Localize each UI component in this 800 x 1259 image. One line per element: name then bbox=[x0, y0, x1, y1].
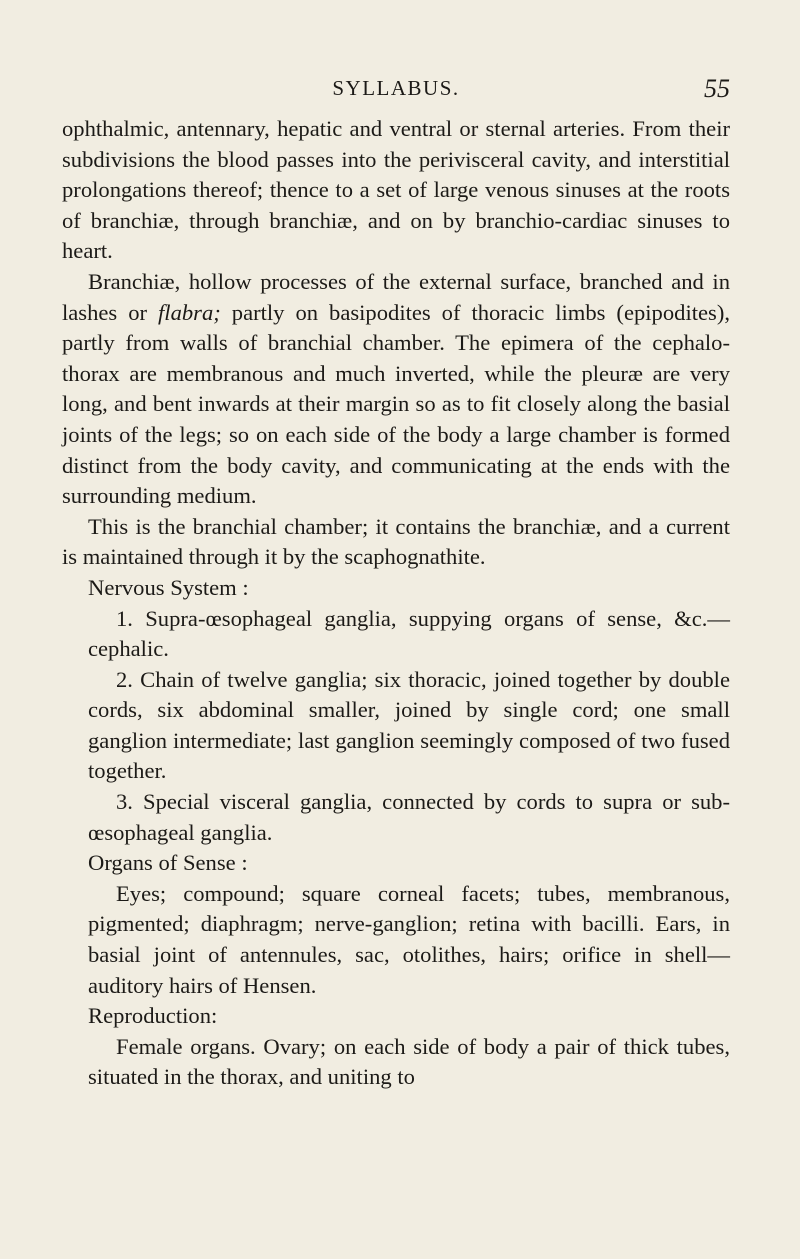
heading-organs-of-sense: Organs of Sense : bbox=[88, 850, 248, 876]
paragraph-eyes-ears: Eyes; compound; square corneal facets; tubes, membranous, pigmented; diaphragm; nerve-ganglion; retina with bacilli. Ears, in basial joint of antennules, sac, otolithes, hairs; orifice in shell—auditory hairs of Hensen. bbox=[88, 880, 730, 998]
page-header bbox=[62, 74, 730, 106]
branchiae-text-end: partly on basipodites of thoracic limbs (epipodites), partly from walls of branchial chamber. The epimera of the cephalo-thorax are membranous and much inverted, while the pleuræ are very long, and bent inwards at their margin so as to fit closely along the basial joints of the legs; so on each side of the body a large chamber is formed distinct from the body cavity, and communicating at the ends with the surrounding medium. bbox=[62, 299, 730, 509]
paragraph-female-organs: Female organs. Ovary; on each side of body a pair of thick tubes, situated in the thorax, and uniting to bbox=[88, 1033, 730, 1090]
heading-reproduction: Reproduction: bbox=[88, 1003, 218, 1029]
list-item-chain-of-ganglia: 2. Chain of twelve ganglia; six thoracic, joined together by double cords, six abdominal smaller, joined by single cord; one small ganglion intermediate; last ganglion seemingly composed of two fused together. bbox=[88, 666, 730, 784]
paragraph-branchiae bbox=[62, 267, 730, 512]
paragraph-branchial-chamber: This is the branchial chamber; it contains the branchiæ, and a current is maintained through it by the scaphognathite. bbox=[62, 513, 730, 570]
page-number: 55 bbox=[704, 74, 730, 103]
list-item-visceral-ganglia: 3. Special visceral ganglia, connected by cords to supra or sub-œsophageal ganglia. bbox=[88, 789, 730, 845]
list-item-supra-oesophageal: 1. Supra-œsophageal ganglia, suppying organs of sense, &c.—cephalic. bbox=[88, 605, 730, 662]
paragraph-arteries: ophthalmic, antennary, hepatic and ventral or sternal arteries. From their subdivisions the blood passes into the perivisceral cavity, and interstitial prolongations thereof; thence to a set of large venous sinuses at the roots of branchiæ, through branchiæ, and on by branchio-cardiac sinuses to heart. bbox=[62, 116, 730, 264]
branchiae-text-start: Branchiæ, hollow processes of the external surface, branched and in lashes or bbox=[62, 268, 730, 325]
heading-nervous-system: Nervous System : bbox=[88, 574, 249, 600]
running-title: SYLLABUS. bbox=[332, 76, 460, 100]
body-text bbox=[62, 114, 730, 1093]
flabra-term: flabra; bbox=[158, 299, 221, 325]
